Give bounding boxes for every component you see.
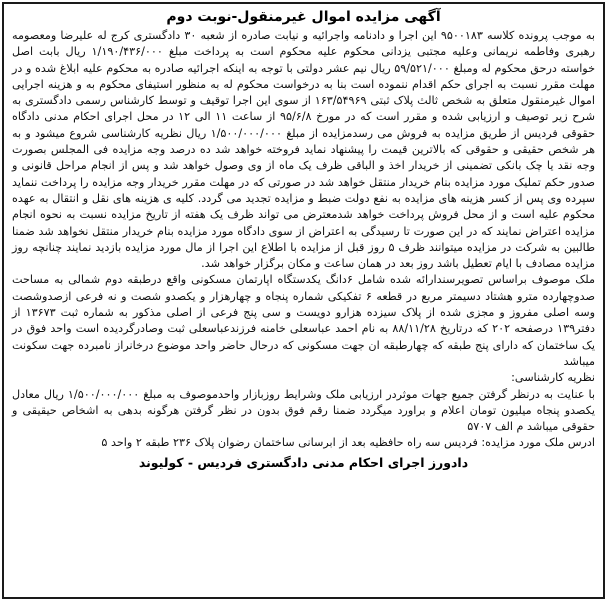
notice-paragraph-main: به موجب پرونده کلاسه ۹۵۰۰۱۸۳ این اجرا و دادنامه واجرائیه و نیابت صادره از شعبه ۳۰ دادگستری کرج له علیرضا ومعصومه رهبری وفاطمه نریمانی وعلیه مجتبی یزدانی محکوم علیه محکوم است به پرداخت مبلغ ۱/۱۹۰/۴۳۶/۰۰۰ ریال بابت اصل خواسته درحق محکوم له ومبلغ ۵۹/۵۲۱/۰۰۰ ریال نیم عشر دولتی با توجه به اینکه اجرائیه صادره به محکوم علیه ابلاغ شده و در مهلت مقرر نسبت به اجرای حکم اقدام ننموده است بنا به درخواست محکوم له به منظور استیفای محکوم به و هزینه اجرایی اموال غیرمنقول متعلق به شخص ثالث پلاک ثبتی ۱۶۳/۵۴۹۶۹ از سوی این اجرا توقیف و توسط کارشناس رسمی دادگستری به شرح زیر توصیف و ارزیابی شده و مقرر است که در مورخ ۹۵/۶/۸ از ساعت ۱۱ الی ۱۲ در محل اجرای احکام مدنی دادگاه حقوقی فردیس از طریق مزایده به فروش می رسدمزایده از مبلغ ۱/۵۰۰/۰۰۰/۰۰۰ ریال نظریه کارشناسی شروع میشود و به هر شخص حقیقی و حقوقی که بالاترین قیمت را پیشنهاد نماید فروخته خواهد شد ده درصد وجه مزایده فی المجلس بصورت وجه نقد یا چک بانکی تضمینی از خریدار اخذ و الباقی ظرف یک ماه از وی وصول خواهد شد و پس از انجام مراحل قانونی و صدور حکم تملیک مورد مزایده بنام خریدار منتقل خواهد شد در صورتی که در مهلت مقرر خریدار وجه مزایده را پرداخت ننماید سپرده وی پس از کسر هزینه های مزایده به نفع دولت ضبط و مزایده تجدید می گردد. کلیه ی هزینه های نقل و انتقال به عهده محکوم علیه است و از محل فروش پرداخت خواهد شدمعترض می تواند ظرف یک هفته از تاریخ مزایده نسبت به نحوه انجام مزایده اعتراض نمایند که در این صورت تا رسیدگی به اعتراض از سوی دادگاه مورد مزایده بنام خریدار منتقل نخواهد شد ضمنا طالبین به شرکت در مزایده میتوانند ظرف ۵ روز قبل از مزایده با اطلاع این اجرا از مال مورد مزایده بازدید نمایند چنانچه روز مزایده مصادف با ایام تعطیل باشد روز بعد در همان ساعت و مکان برگزار خواهد شد. bbox=[12, 29, 595, 271]
expert-heading: نظریه کارشناسی: bbox=[511, 371, 595, 385]
notice-title: آگهی مزایده اموال غیرمنقول-نوبت دوم bbox=[166, 9, 441, 25]
notice-paragraph-expert: با عنایت به درنظر گرفتن جمیع جهات موثردر ارزیابی ملک وشرایط روزبازار واحدموصوف به مبلغ ۱/۵۰۰/۰۰۰/۰۰۰ ریال معادل یکصدو پنجاه میلیون تومان اعلام و براورد میگردد ضمنا رقم فوق بدون در نظر گرفتن هرگونه بدهی به اشخاص حیقیقی و حقوقی میباشد م الف ۵۷۰۷ bbox=[12, 387, 595, 434]
notice-frame bbox=[2, 2, 605, 599]
notice-paragraph-property: ملک موصوف براساس تصویرسندارائه شده شامل ۶دانگ یکدستگاه اپارتمان مسکونی واقع درطبقه دوم شمالی به مساحت صدوچهارده مترو هشتاد دسیمتر مربع در قطعه ۶ تفکیکی شماره پنجاه و چهارهزار و یکصدو شصت و نه فرعی ازصدوشصت وسه اصلی مفروز و مجزی شده از پلاک سیزده هزارو دویست و سی پنج فرعی از اصلی مذکور به شماره ثبت ۱۳۶۷۳ از دفتر۱۳۹ درصفحه ۲۰۲ که درتاریخ ۸۸/۱۱/۲۸ به نام احمد عباسعلی خامنه فرزندعباسعلی ثبت وصادرگردیده است واحد فوق در یک ساختمان که دارای پنج طبقه که چهارطبقه ان جهت مسکونی که درحال حاضر واحد موضوع درخانراز نامبرده جهت سکونت میباشد bbox=[12, 273, 595, 368]
notice-signature: دادورز اجرای احکام مدنی دادگستری فردیس - کولیوند bbox=[138, 454, 469, 470]
notice-body bbox=[12, 28, 595, 452]
property-address: ادرس ملک مورد مزایده: فردیس سه راه حافظیه بعد از ابرسانی ساختمان رضوان پلاک ۲۳۶ طبقه ۲ واحد ۵ bbox=[101, 436, 595, 450]
